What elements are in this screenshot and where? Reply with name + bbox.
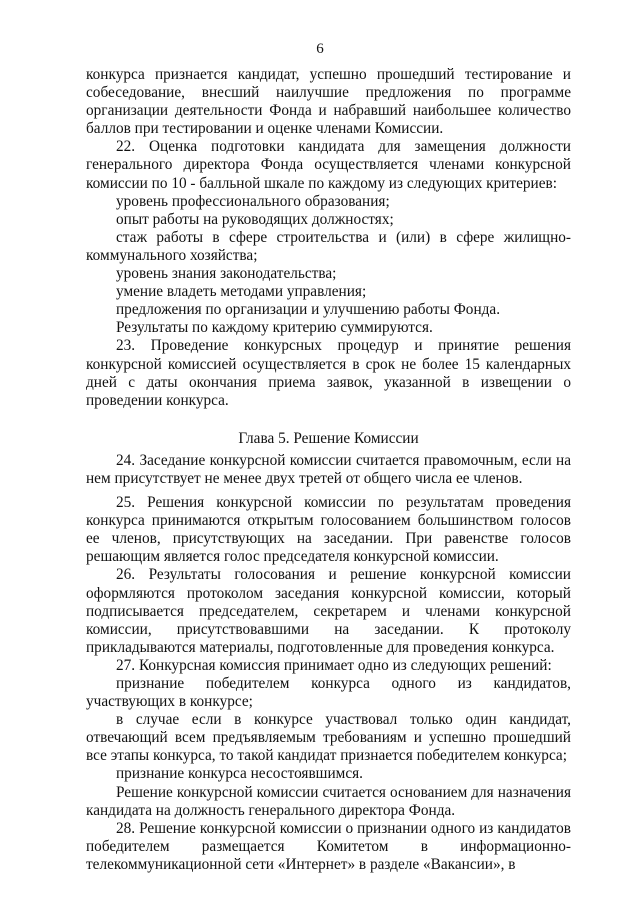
paragraph-26: 26. Результаты голосования и решение конкурсной комиссии оформляются протоколом заседания конкурсной комиссии, который подписывается председателем, секретарем и членами конкурсной комиссии, присутствовавшими на заседании. К протоколу прикладываются материалы, подготовленные для проведения конкурса.: [86, 566, 571, 656]
page-number: 6: [316, 41, 324, 57]
paragraph-22: 22. Оценка подготовки кандидата для замещения должности генерального директора Фонда осуществляется членами конкурсной комиссии по 10 - балльной шкале по каждому из следующих критериев:: [86, 138, 571, 192]
decision-winner: признание победителем конкурса одного из кандидатов, участвующих в конкурсе;: [86, 675, 571, 711]
paragraph-continuation: конкурса признается кандидат, успешно прошедший тестирование и собеседование, внесший наилучшие предложения по программе организации деятельности Фонда и набравший наибольшее количество баллов при тестировании и оценке членами Комиссии.: [86, 66, 571, 138]
criterion-proposals: предложения по организации и улучшению работы Фонда.: [116, 301, 501, 319]
decision-basis: Решение конкурсной комиссии считается основанием для назначения кандидата на должность генерального директора Фонда.: [86, 783, 571, 819]
criterion-construction-experience: стаж работы в сфере строительства и (или) в сфере жилищно-коммунального хозяйства;: [86, 228, 571, 264]
document-body: [86, 66, 571, 874]
paragraph-25: 25. Решения конкурсной комиссии по результатам проведения конкурса принимаются открытым голосованием большинством голосов ее членов, присутствующих на заседании. При равенстве голосов решающим является голос председателя конкурсной комиссии.: [86, 494, 571, 566]
criterion-education: уровень профессионального образования;: [116, 192, 390, 210]
paragraph-27: 27. Конкурсная комиссия принимает одно из следующих решений:: [116, 656, 552, 674]
criterion-management-methods: умение владеть методами управления;: [116, 283, 367, 301]
criterion-legislation: уровень знания законодательства;: [116, 265, 337, 283]
paragraph-28: 28. Решение конкурсной комиссии о признании одного из кандидатов победителем размещается Комитетом в информационно-телекоммуникационной сети «Интернет» в разделе «Вакансии», в: [86, 819, 571, 873]
decision-single-candidate: в случае если в конкурсе участвовал только один кандидат, отвечающий всем предъявляемым требованиям и успешно прошедший все этапы конкурса, то такой кандидат признается победителем конкурса;: [86, 711, 571, 765]
criteria-summary: Результаты по каждому критерию суммируются.: [116, 319, 433, 337]
paragraph-24: 24. Заседание конкурсной комиссии считается правомочным, если на нем присутствует не менее двух третей от общего числа ее членов.: [86, 451, 571, 487]
decision-failed: признание конкурса несостоявшимся.: [116, 765, 363, 783]
criterion-management-experience: опыт работы на руководящих должностях;: [116, 210, 394, 228]
paragraph-23: 23. Проведение конкурсных процедур и принятие решения конкурсной комиссией осуществляется в срок не более 15 календарных дней с даты окончания приема заявок, указанной в извещении о проведении конкурса.: [86, 337, 571, 409]
chapter-heading: Глава 5. Решение Комиссии: [238, 429, 419, 447]
